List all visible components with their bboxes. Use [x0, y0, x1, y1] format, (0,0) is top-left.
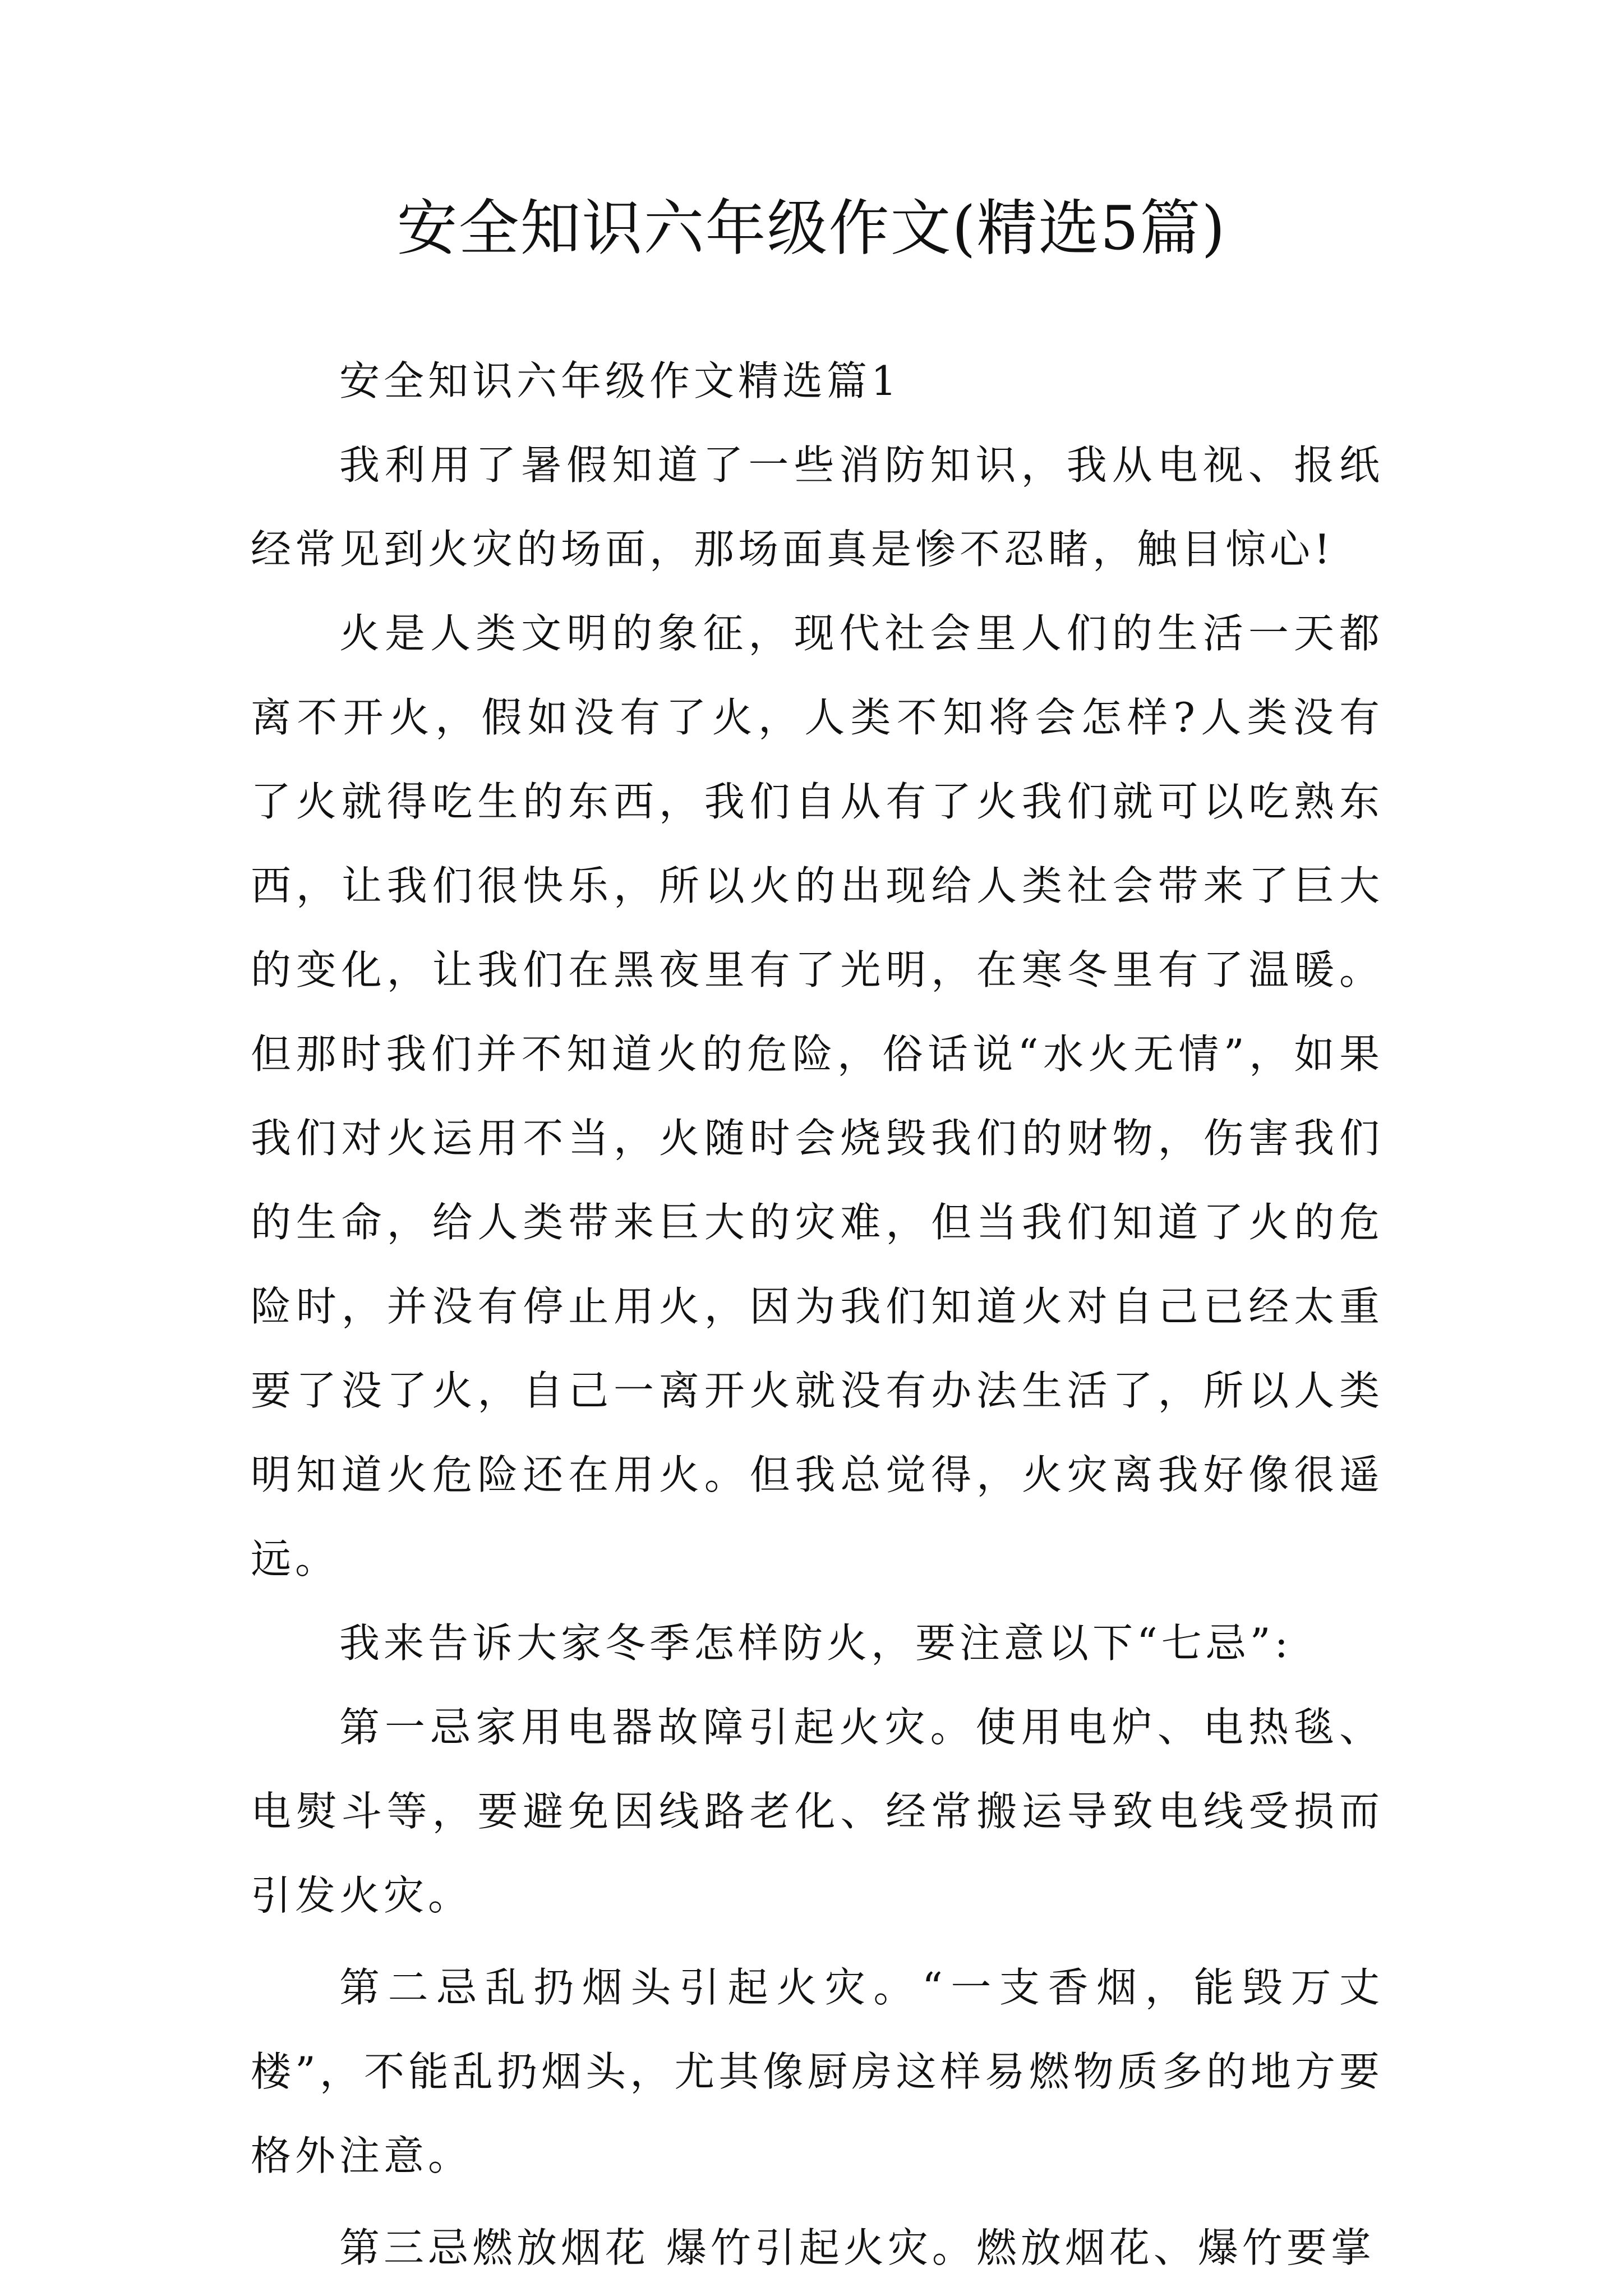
document-body: [251, 339, 1384, 2290]
section-heading: 安全知识六年级作文精选篇1: [339, 357, 901, 404]
paragraph: 第二忌乱扔烟头引起火灾。“一支香烟，能毁万丈楼”，不能乱扔烟头，尤其像厨房这样易燃物质多的地方要格外注意。: [251, 1964, 1384, 2179]
paragraph: 第一忌家用电器故障引起火灾。使用电炉、电热毯、电熨斗等，要避免因线路老化、经常搬运导致电线受损而引发火灾。: [251, 1704, 1384, 1919]
paragraph: 第三忌燃放烟花 爆竹引起火灾。燃放烟花、爆竹要掌: [339, 2224, 1375, 2271]
paragraph: 火是人类文明的象征，现代社会里人们的生活一天都离不开火，假如没有了火，人类不知将会怎样?人类没有了火就得吃生的东西，我们自从有了火我们就可以吃熟东西，让我们很快乐，所以火的出现给人类社会带来了巨大的变化，让我们在黑夜里有了光明，在寒冬里有了温暖。但那时我们并不知道火的危险，俗话说“水火无情”，如果我们对火运用不当，火随时会烧毁我们的财物，伤害我们的生命，给人类带来巨大的灾难，但当我们知道了火的危险时，并没有停止用火，因为我们知道火对自己已经太重要了没了火，自己一离开火就没有办法生活了，所以人类明知道火危险还在用火。但我总觉得，火灾离我好像很遥远。: [251, 610, 1384, 1582]
paragraph: 我来告诉大家冬季怎样防火，要注意以下“七忌”:: [339, 1619, 1292, 1667]
paragraph: 我利用了暑假知道了一些消防知识，我从电视、报纸经常见到火灾的场面，那场面真是惨不忍睹，触目惊心!: [251, 441, 1384, 573]
document-title: 安全知识六年级作文(精选5篇): [396, 194, 1227, 264]
